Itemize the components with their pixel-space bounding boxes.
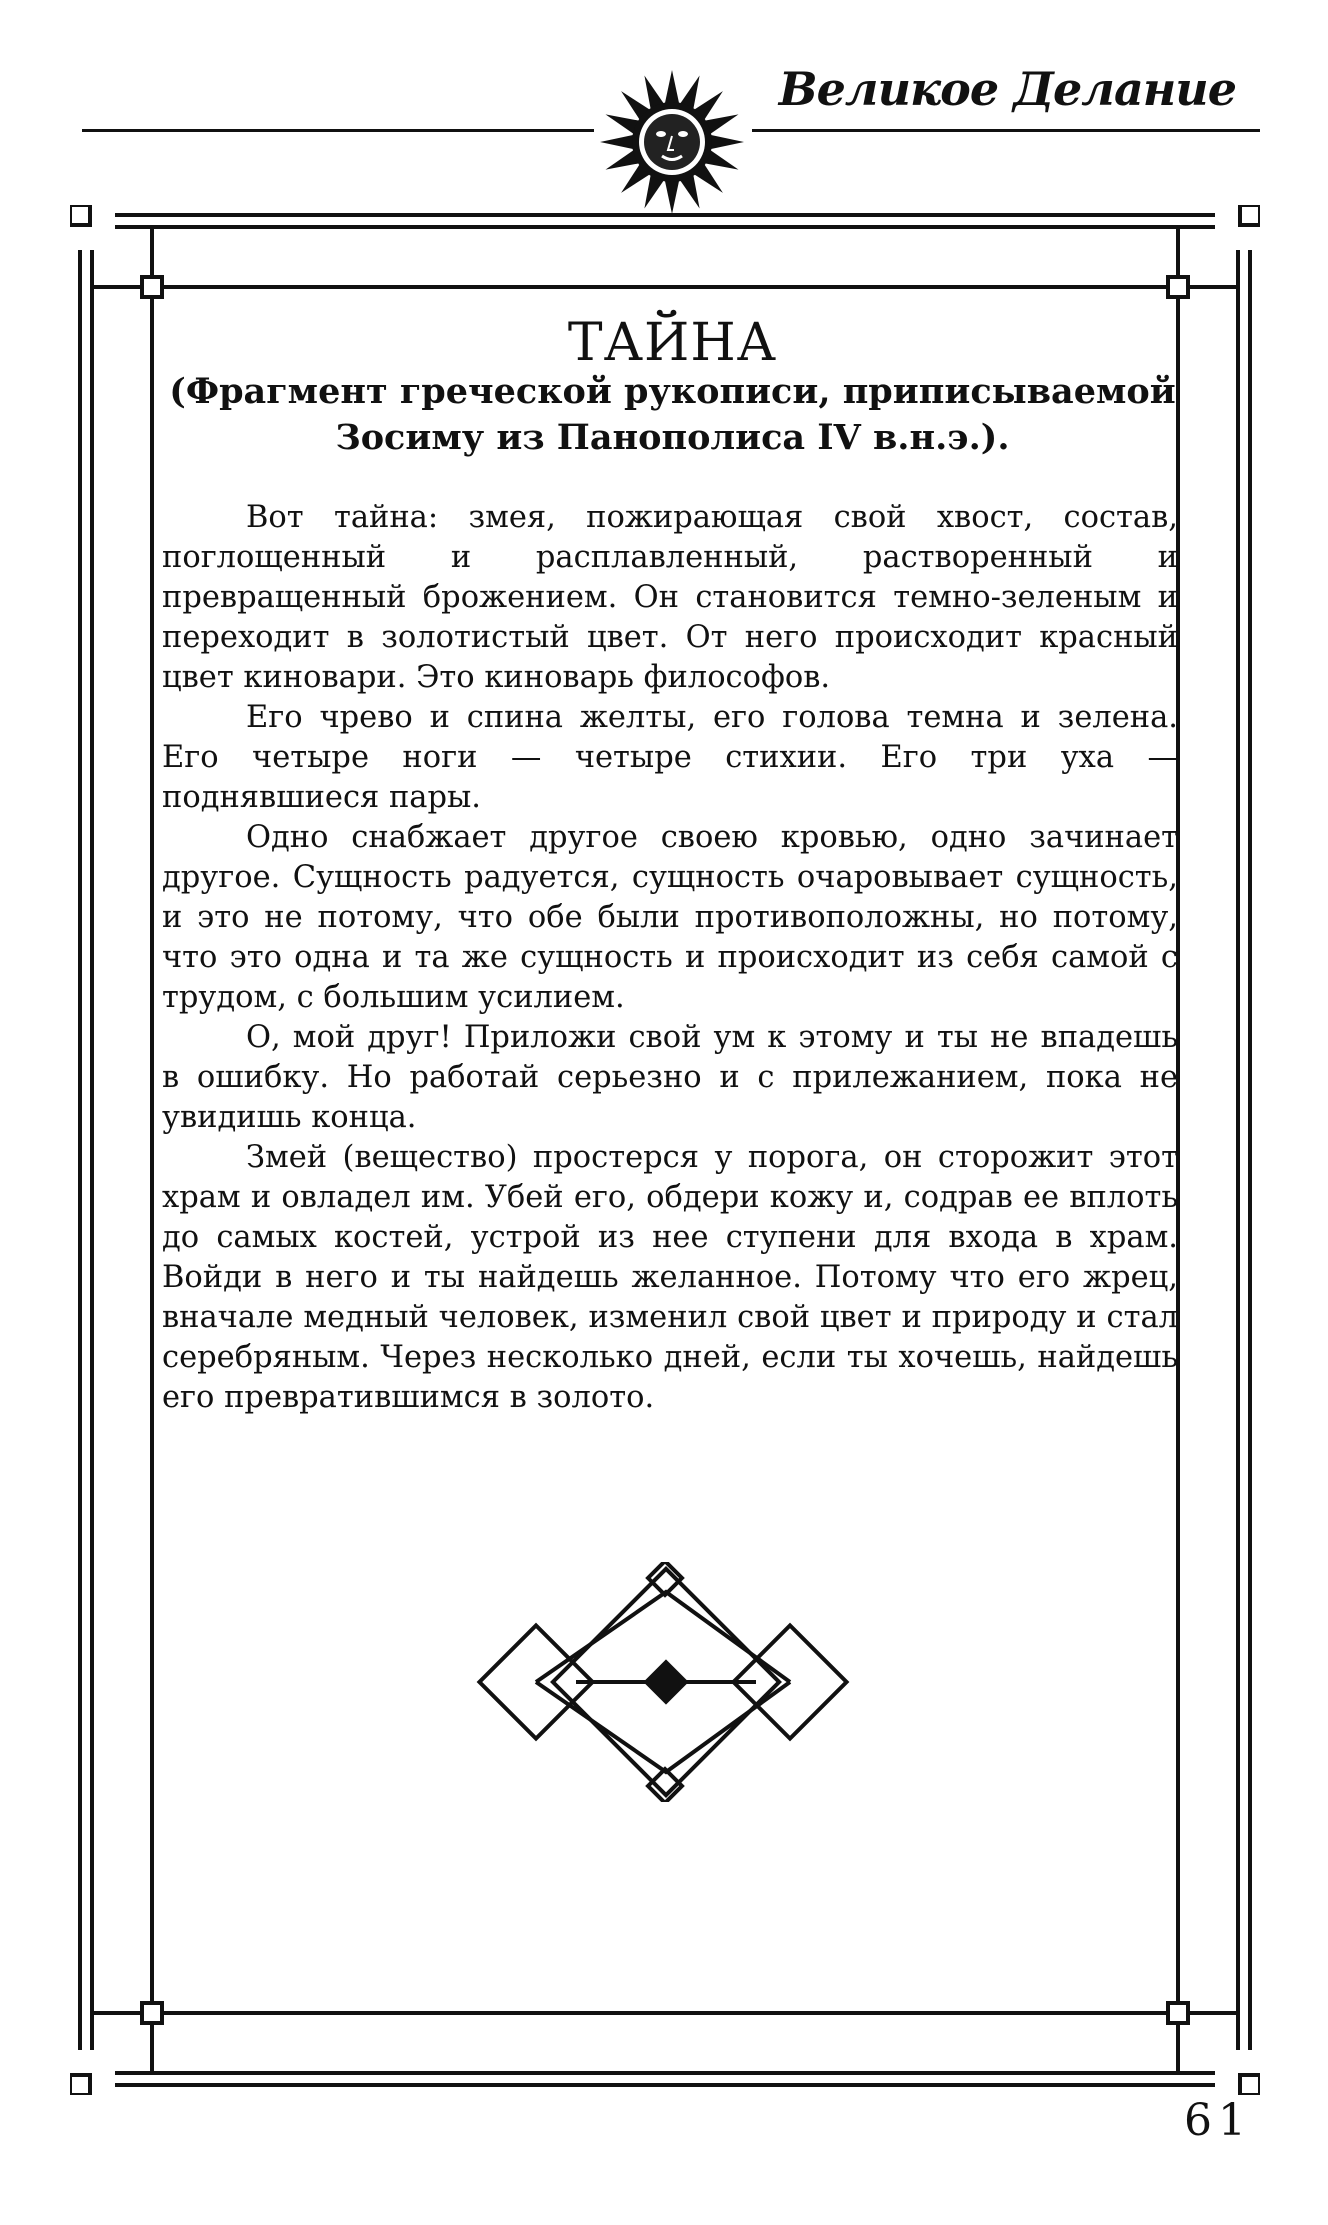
- header-rule-left: [82, 129, 594, 132]
- sun-face-icon: [598, 68, 746, 216]
- subtitle-line: Зосиму из Панополиса IV в.н.э.).: [335, 417, 1010, 458]
- header-rule-right: [752, 129, 1260, 132]
- paragraph: Змей (вещество) простерся у порога, он сторожит этот храм и овладел им. Убей его, обдери кожу и, содрав ее вплоть до самых костей, устрой из нее ступени для входа в храм. Войди в него и ты найдешь желанное. Потому что его жрец, вначале медный человек, изменил свой цвет и природу и стал серебряным. Через несколько дней, если ты хочешь, найдешь его превратившимся в золото.: [162, 1140, 1178, 1415]
- paragraph: О, мой друг! Приложи свой ум к этому и ты не впадешь в ошибку. Но работай серьезно и с прилежанием, пока не увидишь конца.: [162, 1020, 1178, 1135]
- subtitle-line: (Фрагмент греческой рукописи, приписываемой: [169, 371, 1176, 412]
- paragraph: Вот тайна: змея, пожирающая свой хвост, состав, поглощенный и расплавленный, растворенный и превращенный брожением. Он становится темно-зеленым и переходит в золотистый цвет. От него происходит красный цвет киновари. Это киноварь философов.: [162, 500, 1178, 695]
- knot-ornament-icon: [466, 1562, 860, 1802]
- page-number: 61: [1184, 2095, 1252, 2146]
- article-body: [162, 498, 1178, 1418]
- paragraph: Одно снабжает другое своею кровью, одно зачинает другое. Сущность радуется, сущность очаровывает сущность, и это не потому, что обе были противоположны, но потому, что это одна и та же сущность и происходит из себя самой с трудом, с большим усилием.: [162, 820, 1178, 1015]
- sun-ray: [709, 135, 744, 150]
- article-title: ТАЙНА: [567, 313, 778, 373]
- paragraph: Его чрево и спина желты, его голова темна и зелена. Его четыре ноги — четыре стихии. Его три уха — поднявшиеся пары.: [162, 700, 1178, 815]
- sun-ray: [665, 70, 680, 105]
- sun-ray: [600, 135, 635, 150]
- article-subtitle: [150, 369, 1195, 461]
- running-title: Великое Делание: [778, 62, 1236, 116]
